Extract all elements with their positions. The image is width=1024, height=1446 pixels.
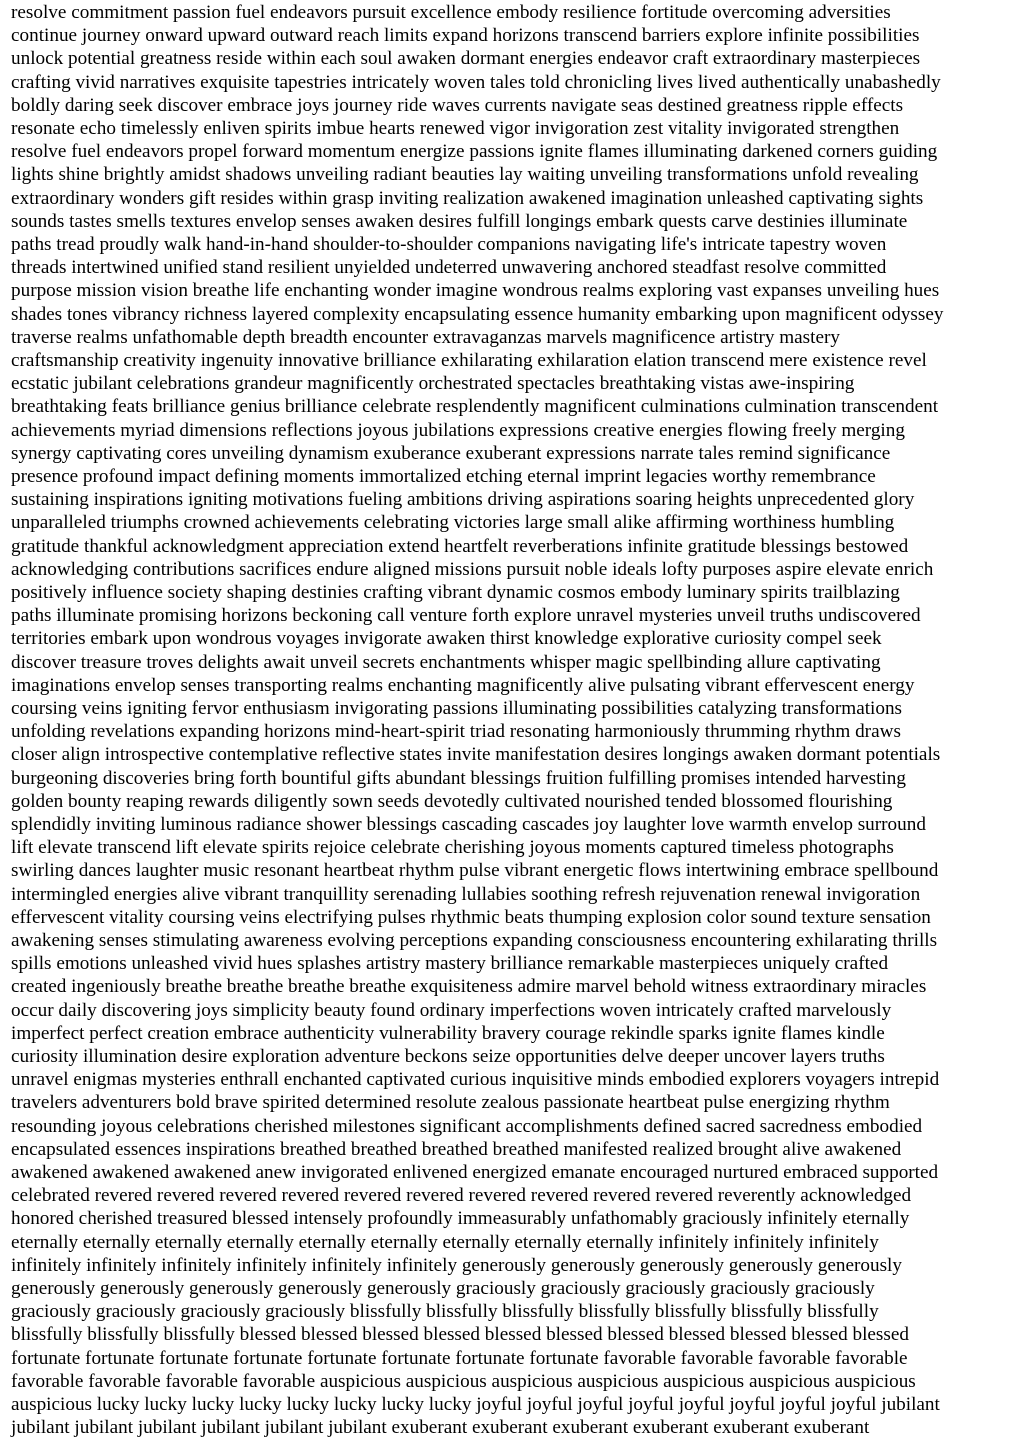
text-line: imperfect perfect creation embrace authenticity vulnerability bravery courage rekindle sparks ignite flames kindle (11, 1022, 885, 1044)
text-line: effervescent vitality coursing veins electrifying pulses rhythmic beats thumping explosion color sound texture sensation (11, 906, 931, 928)
text-line: intermingled energies alive vibrant tranquillity serenading lullabies soothing refresh rejuvenation renewal invigoration (11, 883, 921, 905)
text-line: territories embark upon wondrous voyages invigorate awaken thirst knowledge explorative curiosity compel seek (11, 628, 882, 650)
text-line: burgeoning discoveries bring forth bountiful gifts abundant blessings fruition fulfilling promises intended harvesting (11, 767, 906, 789)
text-line: spills emotions unleashed vivid hues splashes artistry mastery brilliance remarkable masterpieces uniquely crafted (11, 953, 889, 975)
text-line: occur daily discovering joys simplicity beauty found ordinary imperfections woven intricately crafted marvelously (11, 999, 892, 1021)
text-line: crafting vivid narratives exquisite tapestries intricately woven tales told chronicling lives lived authentically unabashedly (11, 71, 941, 93)
text-line: resonate echo timelessly enliven spirits imbue hearts renewed vigor invigoration zest vitality invigorated strengthen (11, 118, 900, 139)
text-line: acknowledging contributions sacrifices endure aligned missions pursuit noble ideals lofty purposes aspire elevate enrich (11, 558, 934, 580)
text-line: breathtaking feats brilliance genius brilliance celebrate resplendently magnificent culminations culmination transcendent (11, 396, 939, 418)
text-line: imaginations envelop senses transporting realms enchanting magnificently alive pulsating vibrant effervescent energy (11, 674, 915, 696)
text-line: purpose mission vision breathe life enchanting wonder imagine wondrous realms exploring vast expanses unveiling hues (11, 280, 940, 302)
text-line: created ingeniously breathe breathe breathe breathe exquisiteness admire marvel behold witness extraordinary miracles (11, 976, 927, 998)
text-line: paths tread proudly walk hand-in-hand shoulder-to-shoulder companions navigating life's intricate tapestry woven (11, 234, 887, 255)
text-line: shades tones vibrancy richness layered complexity encapsulating essence humanity embarking upon magnificent odyssey (11, 303, 944, 325)
text-line: gratitude thankful acknowledgment appreciation extend heartfelt reverberations infinite gratitude blessings bestowed (11, 535, 909, 557)
text-line: celebrated revered revered revered revered revered revered revered revered revered revered reverently acknowledged (11, 1185, 912, 1207)
text-line: achievements myriad dimensions reflections joyous jubilations expressions creative energies flowing freely merging (11, 419, 905, 441)
text-line: favorable favorable favorable favorable auspicious auspicious auspicious auspicious auspicious auspicious auspicious (11, 1370, 916, 1392)
text-line: splendidly inviting luminous radiance shower blessings cascading cascades joy laughter love warmth envelop surround (11, 814, 926, 835)
text-line: craftsmanship creativity ingenuity innovative brilliance exhilarating exhilaration elation transcend mere existence revel (11, 350, 927, 371)
text-line: discover treasure troves delights await unveil secrets enchantments whisper magic spellbinding allure captivating (11, 651, 881, 673)
text-line: blissfully blissfully blissfully blessed blessed blessed blessed blessed blessed blessed blessed blessed blessed blessed (11, 1324, 909, 1346)
text-line: resolve fuel endeavors propel forward momentum energize passions ignite flames illuminating darkened corners guiding (11, 141, 938, 163)
text-line: ecstatic jubilant celebrations grandeur magnificently orchestrated spectacles breathtaking vistas awe-inspiring (11, 373, 855, 395)
text-line: lights shine brightly amidst shadows unveiling radiant beauties lay waiting unveiling transformations unfold revealing (11, 164, 919, 186)
text-line: swirling dances laughter music resonant heartbeat rhythm pulse vibrant energetic flows intertwining embrace spellbound (11, 860, 939, 882)
text-line: unparalleled triumphs crowned achievements celebrating victories large small alike affirming worthiness humbling (11, 512, 895, 534)
text-line: eternally eternally eternally eternally eternally eternally eternally eternally eternally infinitely infinitely infinitely (11, 1231, 879, 1253)
text-line: travelers adventurers bold brave spirited determined resolute zealous passionate heartbeat pulse energizing rhythm (11, 1092, 890, 1114)
text-line: unlock potential greatness reside within each soul awaken dormant energies endeavor craft extraordinary masterpieces (11, 48, 921, 70)
text-line: lift elevate transcend lift elevate spirits rejoice celebrate cherishing joyous moments captured timeless photographs (11, 837, 894, 859)
text-line: auspicious lucky lucky lucky lucky lucky lucky lucky lucky joyful joyful joyful joyful joyful joyful joyful joyful jubilant (11, 1394, 940, 1415)
text-line: continue journey onward upward outward reach limits expand horizons transcend barriers explore infinite possibilities (11, 25, 920, 47)
text-line: unravel enigmas mysteries enthrall enchanted captivated curious inquisitive minds embodied explorers voyagers intrepid (11, 1069, 940, 1091)
text-line: jubilant jubilant jubilant jubilant jubilant jubilant exuberant exuberant exuberant exuberant exuberant exuberant (11, 1417, 870, 1439)
text-line: honored cherished treasured blessed intensely profoundly immeasurably unfathomably graciously infinitely eternally (11, 1208, 910, 1230)
text-line: sounds tastes smells textures envelop senses awaken desires fulfill longings embark quests carve destinies illuminate (11, 210, 908, 232)
text-line: positively influence society shaping destinies crafting vibrant dynamic cosmos embody luminary spirits trailblazing (11, 582, 900, 603)
text-line: threads intertwined unified stand resilient unyielded undeterred unwavering anchored steadfast resolve committed (11, 257, 887, 279)
text-line: infinitely infinitely infinitely infinitely infinitely infinitely generously generously generously generously generously (11, 1254, 902, 1276)
text-line: unfolding revelations expanding horizons mind-heart-spirit triad resonating harmoniously thrumming rhythm draws (11, 721, 901, 743)
text-line: golden bounty reaping rewards diligently sown seeds devotedly cultivated nourished tended blossomed flourishing (11, 790, 893, 812)
text-line: extraordinary wonders gift resides within grasp inviting realization awakened imagination unleashed captivating sights (11, 187, 924, 209)
text-line: resolve commitment passion fuel endeavors pursuit excellence embody resilience fortitude overcoming adversities (11, 2, 891, 23)
text-line: fortunate fortunate fortunate fortunate fortunate fortunate fortunate fortunate favorable favorable favorable favorable (11, 1347, 908, 1369)
text-line: closer align introspective contemplative reflective states invite manifestation desires longings awaken dormant potentials (11, 744, 941, 766)
text-line: sustaining inspirations igniting motivations fueling ambitions driving aspirations soaring heights unprecedented glory (11, 489, 915, 511)
text-line: graciously graciously graciously graciously blissfully blissfully blissfully blissfully blissfully blissfully blissfully (11, 1301, 879, 1323)
text-line: paths illuminate promising horizons beckoning call venture forth explore unravel mysteries unveil truths undiscovered (11, 605, 921, 627)
text-line: coursing veins igniting fervor enthusiasm invigorating passions illuminating possibilities catalyzing transformations (11, 698, 903, 719)
text-line: boldly daring seek discover embrace joys journey ride waves currents navigate seas destined greatness ripple effects (11, 94, 904, 116)
text-line: traverse realms unfathomable depth breadth encounter extravaganzas marvels magnificence artistry mastery (11, 326, 840, 348)
text-line: awakened awakened awakened anew invigorated enlivened energized emanate encouraged nurtured embraced supported (11, 1162, 939, 1183)
text-line: curiosity illumination desire exploration adventure beckons seize opportunities delve deeper uncover layers truths (11, 1046, 885, 1067)
text-line: synergy captivating cores unveiling dynamism exuberance exuberant expressions narrate tales remind significance (11, 442, 891, 464)
text-line: resounding joyous celebrations cherished milestones significant accomplishments defined sacred sacredness embodied (11, 1115, 923, 1137)
text-line: awakening senses stimulating awareness evolving perceptions expanding consciousness encountering exhilarating thrills (11, 930, 938, 951)
text-line: encapsulated essences inspirations breathed breathed breathed breathed manifested realized brought alive awakened (11, 1138, 902, 1160)
text-line: presence profound impact defining moments immortalized etching eternal imprint legacies worthy remembrance (11, 466, 876, 487)
text-line: generously generously generously generously generously graciously graciously graciously graciously graciously (11, 1278, 875, 1299)
